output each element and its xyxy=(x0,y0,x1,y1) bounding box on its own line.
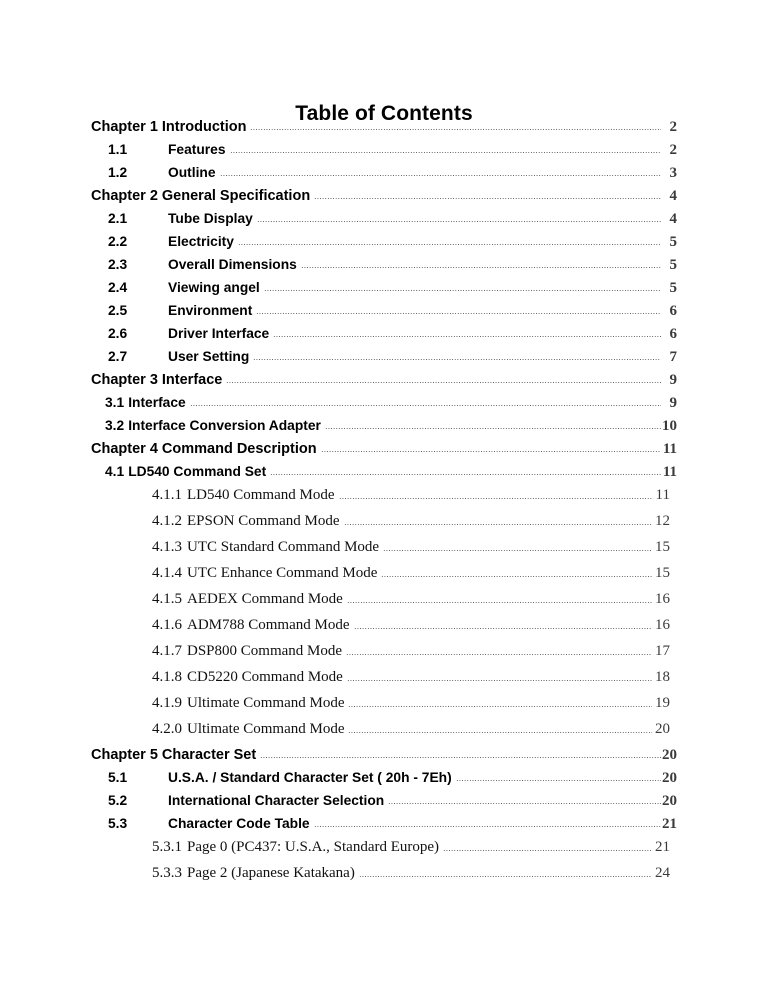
toc-entry[interactable] xyxy=(0,257,768,280)
toc-entry-label: Chapter 1 Introduction xyxy=(91,119,247,135)
toc-leader-dots xyxy=(257,221,661,222)
toc-entry[interactable] xyxy=(0,464,768,487)
toc-leader-dots xyxy=(190,405,661,406)
toc-entry[interactable] xyxy=(0,643,768,669)
toc-entry-page-number: 20 xyxy=(662,793,677,809)
toc-leader-dots xyxy=(301,267,661,268)
toc-entry-number: 3.2 xyxy=(105,418,125,433)
toc-entry[interactable] xyxy=(0,721,768,747)
toc-entry-number: 4.1.4 xyxy=(152,565,182,581)
toc-entry[interactable] xyxy=(0,487,768,513)
toc-leader-dots xyxy=(347,602,652,603)
toc-entry-page-number: 7 xyxy=(669,349,677,365)
toc-entry-label: Driver Interface xyxy=(168,326,270,341)
toc-entry-label: Page 2 (Japanese Katakana) xyxy=(187,865,355,881)
toc-entry-page-number: 24 xyxy=(655,865,670,881)
toc-entry-page-number: 12 xyxy=(655,513,670,529)
toc-entry[interactable] xyxy=(0,441,768,464)
toc-leader-dots xyxy=(256,313,661,314)
toc-entry[interactable] xyxy=(0,372,768,395)
toc-entry-label: U.S.A. / Standard Character Set ( 20h - 7Eh) xyxy=(168,770,452,785)
toc-entry-page-number: 21 xyxy=(655,839,670,855)
toc-leader-dots xyxy=(325,428,661,429)
toc-entry-page-number: 20 xyxy=(662,747,677,763)
toc-entry-label: UTC Enhance Command Mode xyxy=(187,565,378,581)
toc-entry[interactable] xyxy=(0,119,768,142)
toc-entry-label: User Setting xyxy=(168,349,250,364)
toc-entry-page-number: 2 xyxy=(669,119,677,135)
toc-entry-label: LD540 Command Set xyxy=(128,464,267,479)
toc-entry-label: Tube Display xyxy=(168,211,253,226)
toc-entry-number: 5.1 xyxy=(108,770,128,785)
toc-entry[interactable] xyxy=(0,513,768,539)
toc-entry-label: ADM788 Command Mode xyxy=(187,617,350,633)
toc-entry[interactable] xyxy=(0,326,768,349)
toc-leader-dots xyxy=(250,129,661,130)
toc-entry-number: 2.2 xyxy=(108,234,128,249)
toc-entry[interactable] xyxy=(0,747,768,770)
toc-entry-label: Ultimate Command Mode xyxy=(187,721,345,737)
toc-leader-dots xyxy=(383,550,652,551)
toc-leader-dots xyxy=(456,780,661,781)
toc-entry-label: International Character Selection xyxy=(168,793,385,808)
toc-entry-page-number: 5 xyxy=(669,257,677,273)
toc-entry-number: 5.3 xyxy=(108,816,128,831)
toc-leader-dots xyxy=(348,706,652,707)
toc-entry-page-number: 21 xyxy=(662,816,677,832)
toc-entry-page-number: 16 xyxy=(655,617,670,633)
toc-leader-dots xyxy=(388,803,661,804)
table-of-contents xyxy=(0,119,768,891)
toc-leader-dots xyxy=(238,244,661,245)
toc-entry-page-number: 17 xyxy=(655,643,670,659)
toc-entry-page-number: 19 xyxy=(655,695,670,711)
toc-entry-page-number: 6 xyxy=(669,303,677,319)
toc-entry[interactable] xyxy=(0,234,768,257)
toc-leader-dots xyxy=(314,198,661,199)
toc-leader-dots xyxy=(226,382,661,383)
toc-entry-label: Interface xyxy=(128,395,186,410)
toc-entry[interactable] xyxy=(0,591,768,617)
toc-leader-dots xyxy=(230,152,661,153)
toc-entry-number: 2.4 xyxy=(108,280,128,295)
toc-leader-dots xyxy=(339,498,653,499)
toc-entry-number: 2.6 xyxy=(108,326,128,341)
toc-entry-page-number: 4 xyxy=(669,211,677,227)
toc-entry-number: 4.1.9 xyxy=(152,695,182,711)
toc-entry-number: 2.3 xyxy=(108,257,128,272)
toc-entry-page-number: 9 xyxy=(669,395,677,411)
toc-entry-number: 2.5 xyxy=(108,303,128,318)
toc-entry-page-number: 10 xyxy=(662,418,677,434)
toc-leader-dots xyxy=(443,850,652,851)
toc-entry[interactable] xyxy=(0,280,768,303)
toc-entry[interactable] xyxy=(0,839,768,865)
toc-entry-number: 4.1.3 xyxy=(152,539,182,555)
toc-entry-page-number: 4 xyxy=(669,188,677,204)
toc-entry-page-number: 2 xyxy=(669,142,677,158)
toc-entry-number: 4.1 xyxy=(105,464,125,479)
toc-entry-number: 4.1.1 xyxy=(152,487,182,503)
toc-leader-dots xyxy=(381,576,652,577)
toc-entry-label: Page 0 (PC437: U.S.A., Standard Europe) xyxy=(187,839,440,855)
toc-entry-label: Overall Dimensions xyxy=(168,257,297,272)
toc-entry-label: Outline xyxy=(168,165,216,180)
toc-entry-page-number: 20 xyxy=(662,770,677,786)
toc-entry[interactable] xyxy=(0,695,768,721)
toc-entry-page-number: 20 xyxy=(655,721,670,737)
toc-entry-label: Viewing angel xyxy=(168,280,260,295)
toc-entry[interactable] xyxy=(0,617,768,643)
toc-entry-label: Environment xyxy=(168,303,253,318)
toc-entry-number: 2.1 xyxy=(108,211,128,226)
toc-entry-number: 1.2 xyxy=(108,165,128,180)
toc-entry-label: Interface Conversion Adapter xyxy=(128,418,321,433)
toc-entry-label: Chapter 3 Interface xyxy=(91,372,223,388)
toc-entry[interactable] xyxy=(0,395,768,418)
toc-entry[interactable] xyxy=(0,565,768,591)
toc-entry-label: Chapter 5 Character Set xyxy=(91,747,257,763)
toc-entry[interactable] xyxy=(0,793,768,816)
toc-entry-number: 4.1.2 xyxy=(152,513,182,529)
toc-entry-page-number: 3 xyxy=(669,165,677,181)
toc-entry-number: 2.7 xyxy=(108,349,128,364)
toc-leader-dots xyxy=(273,336,661,337)
toc-entry-page-number: 11 xyxy=(662,441,677,457)
toc-entry-page-number: 6 xyxy=(669,326,677,342)
toc-entry[interactable] xyxy=(0,865,768,891)
toc-leader-dots xyxy=(314,826,661,827)
toc-entry-page-number: 15 xyxy=(655,539,670,555)
toc-entry-page-number: 16 xyxy=(655,591,670,607)
toc-entry[interactable] xyxy=(0,669,768,695)
toc-entry-label: UTC Standard Command Mode xyxy=(187,539,380,555)
toc-entry-page-number: 9 xyxy=(669,372,677,388)
toc-leader-dots xyxy=(270,474,661,475)
toc-entry-number: 1.1 xyxy=(108,142,128,157)
toc-leader-dots xyxy=(253,359,661,360)
toc-entry-label: Ultimate Command Mode xyxy=(187,695,345,711)
toc-entry[interactable] xyxy=(0,142,768,165)
toc-entry[interactable] xyxy=(0,539,768,565)
toc-entry-label: Electricity xyxy=(168,234,234,249)
toc-entry-number: 5.3.3 xyxy=(152,865,182,881)
toc-entry-number: 4.1.6 xyxy=(152,617,182,633)
toc-entry-label: Chapter 4 Command Description xyxy=(91,441,317,457)
page-title: Table of Contents xyxy=(295,102,473,126)
toc-entry[interactable] xyxy=(0,211,768,234)
toc-leader-dots xyxy=(354,628,653,629)
toc-entry-page-number: 15 xyxy=(655,565,670,581)
toc-entry-label: Features xyxy=(168,142,226,157)
toc-leader-dots xyxy=(359,876,652,877)
toc-leader-dots xyxy=(344,524,652,525)
toc-leader-dots xyxy=(264,290,661,291)
toc-entry-label: EPSON Command Mode xyxy=(187,513,340,529)
toc-entry-page-number: 5 xyxy=(669,280,677,296)
toc-leader-dots xyxy=(347,680,652,681)
toc-entry-number: 3.1 xyxy=(105,395,125,410)
toc-entry-number: 4.1.8 xyxy=(152,669,182,685)
toc-entry[interactable] xyxy=(0,165,768,188)
toc-entry[interactable] xyxy=(0,816,768,839)
toc-leader-dots xyxy=(321,451,661,452)
toc-entry-page-number: 11 xyxy=(655,487,670,503)
toc-leader-dots xyxy=(220,175,661,176)
toc-entry[interactable] xyxy=(0,349,768,372)
toc-entry-label: Character Code Table xyxy=(168,816,310,831)
toc-entry-page-number: 11 xyxy=(662,464,677,480)
toc-leader-dots xyxy=(348,732,652,733)
toc-entry[interactable] xyxy=(0,418,768,441)
toc-entry-page-number: 5 xyxy=(669,234,677,250)
toc-entry-number: 4.1.5 xyxy=(152,591,182,607)
toc-entry-number: 5.2 xyxy=(108,793,128,808)
toc-entry-number: 4.1.7 xyxy=(152,643,182,659)
toc-entry-number: 4.2.0 xyxy=(152,721,182,737)
toc-leader-dots xyxy=(346,654,652,655)
toc-entry[interactable] xyxy=(0,770,768,793)
toc-entry-label: DSP800 Command Mode xyxy=(187,643,343,659)
toc-entry-label: AEDEX Command Mode xyxy=(187,591,343,607)
toc-entry-label: CD5220 Command Mode xyxy=(187,669,343,685)
toc-entry[interactable] xyxy=(0,303,768,326)
toc-entry-label: LD540 Command Mode xyxy=(187,487,335,503)
toc-entry-page-number: 18 xyxy=(655,669,670,685)
toc-leader-dots xyxy=(260,757,661,758)
toc-entry-number: 5.3.1 xyxy=(152,839,182,855)
toc-entry-label: Chapter 2 General Specification xyxy=(91,188,311,204)
toc-entry[interactable] xyxy=(0,188,768,211)
